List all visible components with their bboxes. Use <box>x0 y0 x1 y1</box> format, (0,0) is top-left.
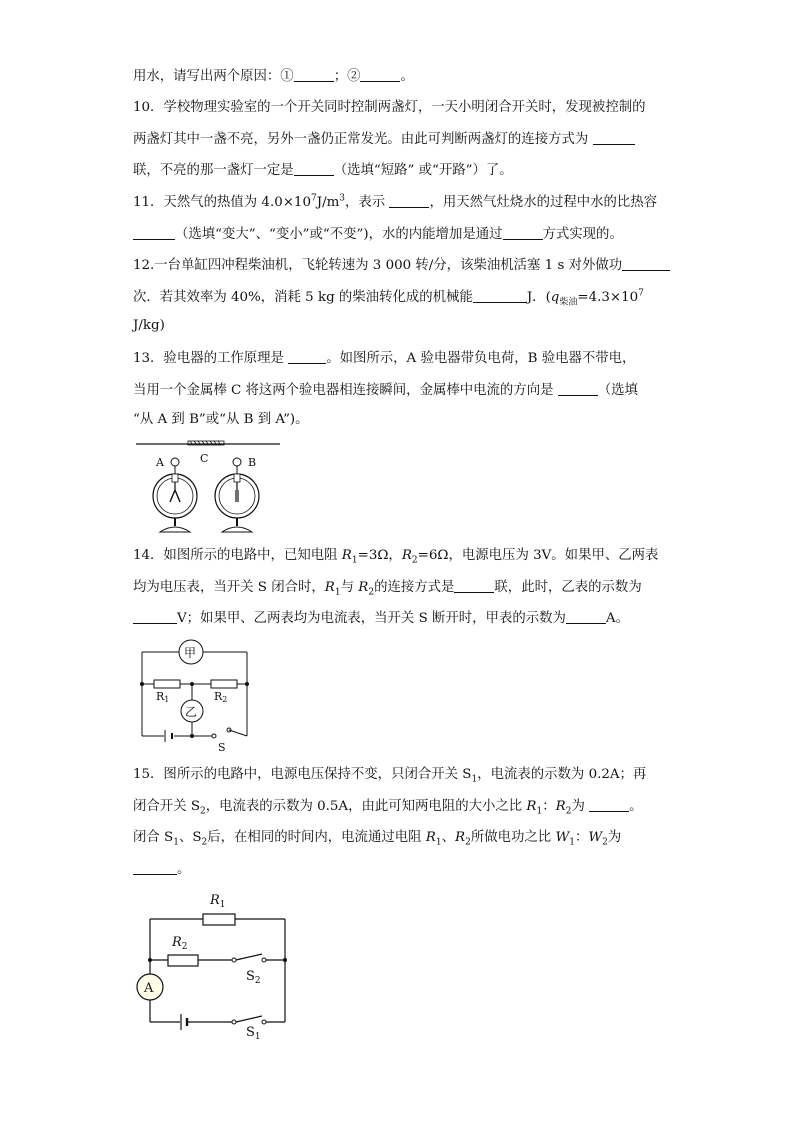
ammeter-label: A <box>144 981 154 996</box>
q15-text-3d: 、 <box>441 830 455 845</box>
q12-line-1 <box>133 255 670 276</box>
q15-text-3b: 、S <box>178 830 202 845</box>
meter-yi-label: 乙 <box>185 705 198 719</box>
q10-line-1: 10．学校物理实验室的一个开关同时控制两盏灯，一天小明闭合开关时，发现被控制的 <box>133 100 646 115</box>
q11-exp2: 3 <box>339 193 346 204</box>
q15-text-3e: 所做电功之比 <box>470 830 556 845</box>
q15-blank-2[interactable] <box>133 859 177 875</box>
q14-r2-b: R <box>358 580 369 595</box>
q10-text-3a: 联，不亮的那一盏灯一定是 <box>133 163 294 178</box>
q15-text-3f: ： <box>574 830 589 845</box>
meter-jia-label: 甲 <box>184 646 197 660</box>
q14-text-2c: 的连接方式是 <box>374 580 455 595</box>
q12-line-3: J/kg) <box>133 318 165 333</box>
q15-text-2d: 为 <box>571 799 585 814</box>
q15-r2-sub: 2 <box>565 806 572 817</box>
label-c: C <box>200 452 209 465</box>
electroscope-a <box>153 456 197 532</box>
q14-blank-1[interactable] <box>454 577 494 593</box>
q14-text-3a: V；如果甲、乙两表均为电流表，当开关 S 断开时，甲表的示数为 <box>177 611 566 626</box>
q15-r1-b: R <box>425 830 436 845</box>
q11-line-2 <box>133 224 623 245</box>
resistor-r1 <box>154 680 180 688</box>
q14-text-3b: A。 <box>605 611 629 626</box>
q10-line-3 <box>133 160 513 181</box>
q15-text-2a: 闭合开关 S <box>133 799 200 814</box>
q14-text-b: =3Ω， <box>357 548 402 563</box>
q15-r2-b: R <box>455 830 466 845</box>
q15-r1: R <box>526 799 537 814</box>
q15-sub-1: 1 <box>471 774 478 785</box>
circuit-figure-q15 <box>130 884 300 1044</box>
q10-text-3b: （选填“短路” 或“开路”）了。 <box>333 163 513 178</box>
q11-text-2a: （选填“变大”、“变小”或“不变”)，水的内能增加是通过 <box>175 227 503 242</box>
q13-text-a: 13．验电器的工作原理是 <box>133 351 284 366</box>
circuit-figure-q14 <box>134 634 254 754</box>
q9-blank-1[interactable] <box>294 66 334 82</box>
q15-text-3g: 为 <box>607 830 622 845</box>
resistor-r1 <box>203 914 235 925</box>
q11-blank-1[interactable] <box>389 192 429 208</box>
q14-blank-3[interactable] <box>566 608 606 624</box>
q10-line-2 <box>133 129 635 150</box>
label-a: A <box>156 456 164 469</box>
resistor-r2 <box>211 680 237 688</box>
q14-line-3 <box>133 608 629 629</box>
label-r1: R1 <box>156 690 170 704</box>
label-r1: $R_1$ <box>210 893 226 910</box>
q12-text-a: 12.一台单缸四冲程柴油机，飞轮转速为 3 000 转/分，该柴油机活塞 1 s 对外做功 <box>133 258 623 273</box>
q15-text-4: 。 <box>177 862 191 877</box>
q11-line-1 <box>133 192 657 213</box>
q15-line-2 <box>133 796 643 817</box>
q12-line-2 <box>133 287 644 308</box>
q14-line-1 <box>133 546 658 566</box>
q15-r1-sub: 1 <box>536 806 543 817</box>
q9-text-b: ；② <box>333 69 361 84</box>
electroscope-figure <box>130 436 290 536</box>
q13-line-2 <box>133 380 638 401</box>
electroscope-b <box>215 456 259 532</box>
q12-text-2a: 次．若其效率为 40%，消耗 5 kg 的柴油转化成的机械能 <box>133 290 473 305</box>
q12-exp: 7 <box>638 288 644 299</box>
q12-symbol-q: q <box>550 290 560 305</box>
q11-text-d: ，用天然气灶烧水的过程中水的比热容 <box>429 195 658 210</box>
resistor-r2 <box>168 955 198 966</box>
q12-sub: 柴油 <box>559 297 578 308</box>
q13-line-3: “从 A 到 B”或“从 B 到 A”)。 <box>133 412 309 427</box>
q13-text-2a: 当用一个金属棒 C 将这两个验电器相连接瞬间，金属棒中电流的方向是 <box>133 383 554 398</box>
q11-text-2b: 方式实现的。 <box>542 227 623 242</box>
q14-text-c: =6Ω，电源电压为 3V。如果甲、乙两表 <box>417 548 659 563</box>
q9-line <box>133 66 414 87</box>
q15-text-a: 15．图所示的电路中，电源电压保持不变，只闭合开关 S <box>133 767 472 782</box>
q14-r1-sub: 1 <box>351 555 358 566</box>
q11-exp: 7 <box>310 193 317 204</box>
q15-sub-2: 2 <box>200 806 206 817</box>
q15-r1-b-sub: 1 <box>435 837 442 848</box>
q10-blank-1[interactable] <box>593 129 635 145</box>
q11-blank-3[interactable] <box>503 224 543 240</box>
q15-w2-sub: 2 <box>602 837 608 848</box>
label-b: B <box>248 456 257 469</box>
q15-text-2b: ，电流表的示数为 0.5A，由此可知两电阻的大小之比 <box>205 799 527 814</box>
q14-r2-sub: 2 <box>411 555 418 566</box>
q14-text-2b: 与 <box>340 580 359 595</box>
q13-blank-2[interactable] <box>558 380 598 396</box>
q14-r2: R <box>401 548 412 563</box>
q15-r2: R <box>555 799 566 814</box>
label-switch-s: S <box>218 741 226 754</box>
q13-blank-1[interactable] <box>288 348 326 364</box>
q12-blank-1[interactable] <box>622 255 670 271</box>
q14-r2-b-sub: 2 <box>368 587 375 598</box>
q14-text-a: 14．如图所示的电路中，已知电阻 <box>133 548 342 563</box>
q9-text-c: 。 <box>400 69 414 84</box>
q11-blank-2[interactable] <box>133 224 175 240</box>
q11-text-a: 11．天然气的热值为 4.0×10 <box>133 195 311 210</box>
q15-text-3a: 闭合 S <box>133 830 174 845</box>
label-s2: $S_2$ <box>246 969 261 986</box>
q13-line-1 <box>133 348 635 369</box>
q15-text-2e: 。 <box>629 799 643 814</box>
label-s1: $S_1$ <box>246 1025 261 1042</box>
q15-w1: W <box>555 830 570 845</box>
q14-r1-b-sub: 1 <box>334 587 341 598</box>
q11-text-c: ，表示 <box>345 195 386 210</box>
q15-line-4 <box>133 859 190 880</box>
q9-blank-2[interactable] <box>360 66 400 82</box>
q15-w1-sub: 1 <box>569 837 575 848</box>
q11-unit: J/m <box>316 195 340 210</box>
q15-r2-b-sub: 2 <box>465 837 471 848</box>
q14-text-2a: 均为电压表，当开关 S 闭合时， <box>133 580 325 595</box>
q15-text-3c: 后，在相同的时间内，电流通过电阻 <box>207 830 426 845</box>
q12-text-2c: =4.3×10 <box>577 290 639 305</box>
q15-w2: W <box>588 830 603 845</box>
q14-line-2 <box>133 577 642 598</box>
q10-blank-2[interactable] <box>294 160 334 176</box>
q15-text-2c: ： <box>542 799 556 814</box>
q15-blank-1[interactable] <box>589 796 629 812</box>
q15-s2-sub: 2 <box>201 837 208 848</box>
q14-text-2d: 联，此时，乙表的示数为 <box>494 580 642 595</box>
q14-r1-b: R <box>324 580 335 595</box>
q14-blank-2[interactable] <box>133 608 177 624</box>
q13-text-b: 。如图所示，A 验电器带负电荷，B 验电器不带电， <box>326 351 636 366</box>
q15-line-3 <box>133 828 621 848</box>
q15-line-1 <box>133 765 646 785</box>
q15-text-b: ，电流表的示数为 0.2A；再 <box>477 767 647 782</box>
q12-blank-2[interactable] <box>473 287 527 303</box>
q10-text: 两盏灯其中一盏不亮，另外一盏仍正常发光。由此可判断两盏灯的连接方式为 <box>133 132 589 147</box>
q9-text-a: 用水，请写出两个原因：① <box>133 69 294 84</box>
q13-text-2b: （选填 <box>597 383 638 398</box>
label-r2: $R_2$ <box>172 935 188 952</box>
q14-r1: R <box>341 548 352 563</box>
q12-text-2b: J．( <box>526 290 551 305</box>
q15-s1-sub: 1 <box>173 837 179 848</box>
label-r2: R2 <box>214 690 228 704</box>
